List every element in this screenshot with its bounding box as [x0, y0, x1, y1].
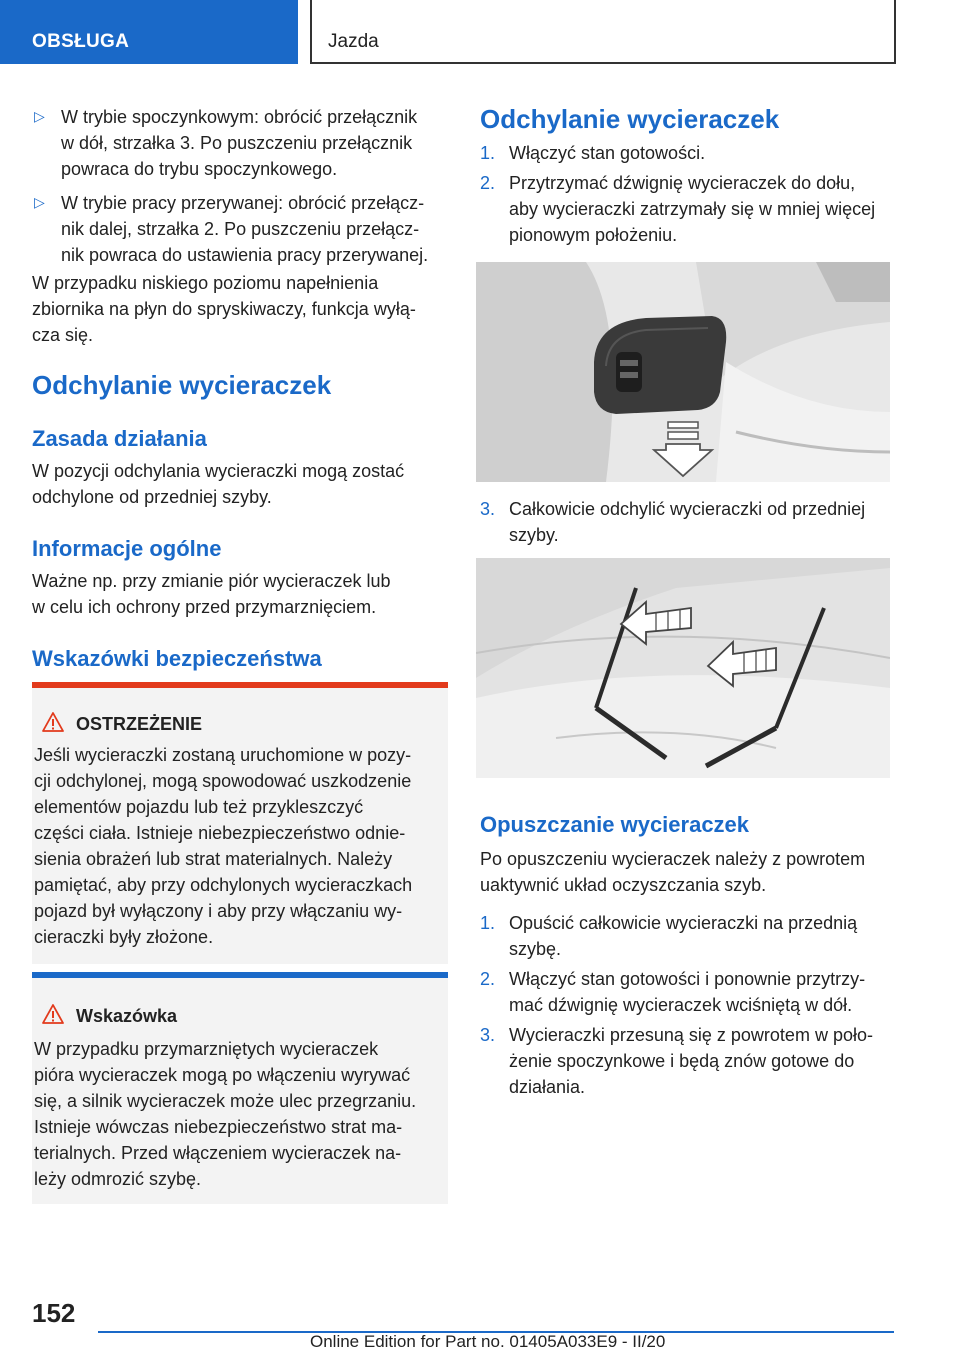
text-line: w dół, strzałka 3. Po puszczeniu przełącznik [61, 133, 413, 153]
text-line: się, a silnik wycieraczek może ulec przegrzaniu. [34, 1091, 417, 1111]
chapter-title: Jazda [328, 31, 379, 52]
section-title: OBSŁUGA [32, 31, 130, 52]
note-triangle-icon [42, 1004, 64, 1024]
chapter-tab [310, 0, 896, 64]
lower-paragraph [480, 846, 896, 898]
general-paragraph [32, 568, 448, 620]
step-number: 1. [480, 143, 496, 163]
text-line: leży odmrozić szybę. [34, 1169, 202, 1189]
text-line: uaktywnić układ oczyszczania szyb. [480, 875, 767, 895]
text-line: Istnieje wówczas niebezpieczeństwo strat ma- [34, 1117, 403, 1137]
text-line: Przytrzymać dźwignię wycieraczek do dołu, [509, 173, 856, 193]
bullet-triangle-icon: ▷ [34, 194, 45, 210]
text-line: szybę. [509, 939, 562, 959]
text-line: W przypadku przymarzniętych wycieraczek [34, 1039, 379, 1059]
step-ready-state [509, 140, 899, 166]
text-line: pióra wycieraczek mogą po włączeniu wyrywać [34, 1065, 411, 1085]
text-line: terialnych. Przed włączeniem wycieraczek na- [34, 1143, 402, 1163]
text-line: pionowym położeniu. [509, 225, 678, 245]
section-tab [0, 0, 298, 64]
text-line: elementów pojazdu lub też przykleszczyć [34, 797, 364, 817]
text-line: powraca do trybu spoczynkowego. [61, 159, 338, 179]
warning-text [34, 742, 448, 950]
warning-box [32, 682, 448, 964]
note-text [34, 1036, 448, 1192]
text-line: cji odchylonej, mogą spowodować uszkodzenie [34, 771, 412, 791]
text-line: części ciała. Istnieje niebezpieczeństwo odnie- [34, 823, 406, 843]
step-number: 3. [480, 1025, 496, 1045]
text-line: Ważne np. przy zmianie piór wycieraczek lub [32, 571, 391, 591]
windshield-wipers-illustration [476, 558, 890, 778]
text-line: Opuścić całkowicie wycieraczki na przednią [509, 913, 858, 933]
heading-lower-wipers: Opuszczanie wycieraczek [480, 812, 750, 837]
wiper-lever-drawing [476, 262, 890, 482]
principle-paragraph [32, 458, 448, 510]
step-number: 2. [480, 173, 496, 193]
text-line: zbiornika na płyn do spryskiwaczy, funkcja wyłą- [32, 299, 416, 319]
text-line: W trybie spoczynkowym: obrócić przełącznik [61, 107, 418, 127]
text-line: Włączyć stan gotowości i ponownie przytrzy- [509, 969, 866, 989]
step-ready-hold [509, 966, 899, 1018]
heading-safety: Wskazówki bezpieczeństwa [32, 646, 322, 671]
bullet-item-interval-mode [61, 190, 451, 268]
text-line: żenie spoczynkowe i będą znów gotowe do [509, 1051, 855, 1071]
text-line: Włączyć stan gotowości. [509, 143, 706, 163]
heading-general-info: Informacje ogólne [32, 536, 222, 561]
step-wipers-return [509, 1022, 899, 1100]
text-line: pojazd był wyłączony i aby przy włączaniu wy- [34, 901, 403, 921]
text-line: cza się. [32, 325, 94, 345]
note-title: Wskazówka [76, 1006, 178, 1026]
text-line: W pozycji odchylania wycieraczki mogą zostać [32, 461, 405, 481]
text-line: Jeśli wycieraczki zostaną uruchomione w pozy- [34, 745, 412, 765]
text-line: działania. [509, 1077, 586, 1097]
step-number: 2. [480, 969, 496, 989]
text-line: W przypadku niskiego poziomu napełnienia [32, 273, 379, 293]
text-line: W trybie pracy przerywanej: obrócić przełącz- [61, 193, 425, 213]
footer-edition: Online Edition for Part no. 01405A033E9 - II/20 [310, 1332, 666, 1351]
heading-wiper-fold-out: Odchylanie wycieraczek [32, 370, 332, 400]
text-line: Po opuszczeniu wycieraczek należy z powrotem [480, 849, 866, 869]
text-line: sienia obrażeń lub strat materialnych. Należy [34, 849, 393, 869]
windshield-wipers-drawing [476, 558, 890, 778]
step-number: 3. [480, 499, 496, 519]
step-hold-lever [509, 170, 899, 248]
heading-principle: Zasada działania [32, 426, 207, 451]
step-number: 1. [480, 913, 496, 933]
bullet-triangle-icon: ▷ [34, 108, 45, 124]
wiper-lever-illustration [476, 262, 890, 482]
washer-fluid-paragraph [32, 270, 448, 348]
text-line: odchylone od przedniej szyby. [32, 487, 272, 507]
text-line: Całkowicie odchylić wycieraczki od przedniej [509, 499, 866, 519]
text-line: w celu ich ochrony przed przymarznięciem. [32, 597, 377, 617]
text-line: aby wycieraczki zatrzymały się w mniej więcej [509, 199, 876, 219]
text-line: nik powraca do ustawienia pracy przerywanej. [61, 245, 429, 265]
text-line: cieraczki były złożone. [34, 927, 214, 947]
note-box [32, 972, 448, 1204]
text-line: szyby. [509, 525, 559, 545]
warning-title: OSTRZEŻENIE [76, 714, 203, 734]
warning-triangle-icon [42, 712, 64, 732]
heading-wiper-fold-out-steps: Odchylanie wycieraczek [480, 104, 780, 134]
bullet-item-rest-mode [61, 104, 451, 182]
page-number: 152 [32, 1298, 76, 1328]
text-line: mać dźwignię wycieraczek wciśniętą w dół. [509, 995, 853, 1015]
text-line: Wycieraczki przesuną się z powrotem w poło- [509, 1025, 873, 1045]
text-line: pamiętać, aby przy odchylonych wycieraczkach [34, 875, 413, 895]
step-fold-out [509, 496, 899, 548]
text-line: nik dalej, strzałka 2. Po puszczeniu przełącz- [61, 219, 420, 239]
step-lower-wipers [509, 910, 899, 962]
